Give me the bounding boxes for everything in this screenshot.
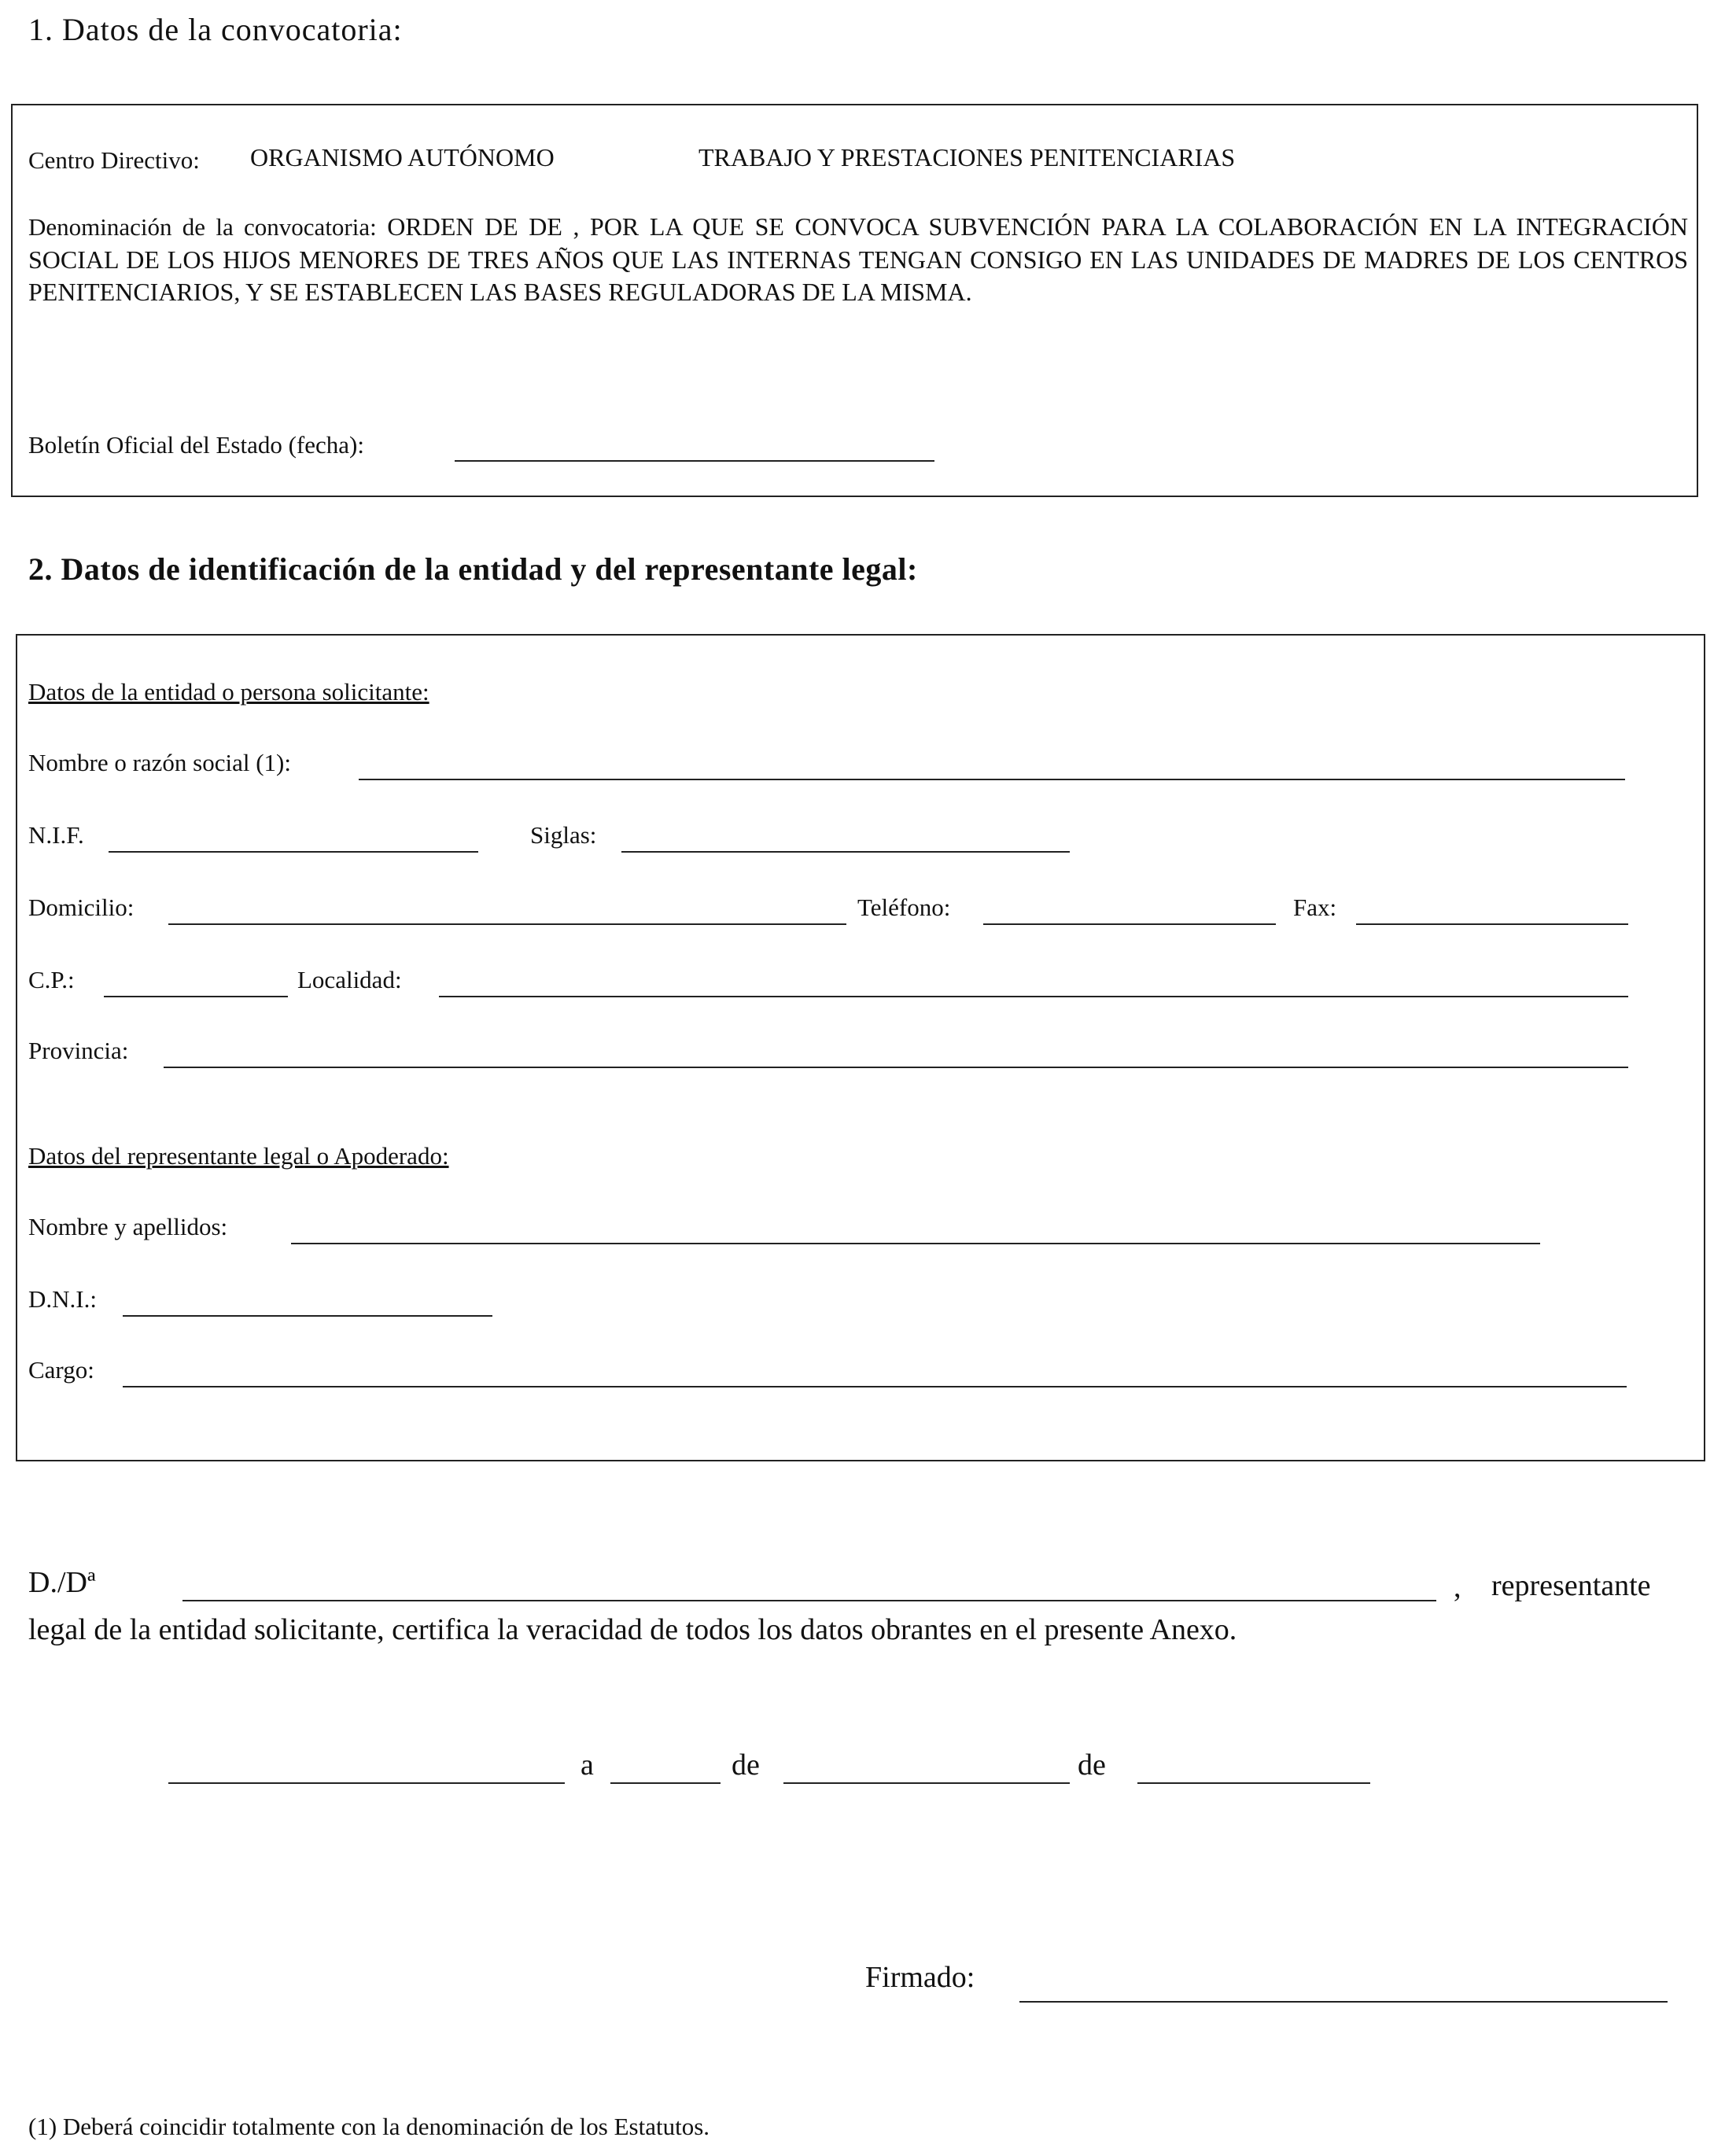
siglas-field[interactable] [621, 851, 1070, 853]
certification-name-field[interactable] [182, 1600, 1436, 1601]
entidad-heading: Datos de la entidad o persona solicitante: [28, 678, 429, 706]
fax-field[interactable] [1356, 923, 1628, 925]
denominacion-block [28, 211, 1688, 309]
denominacion-label: Denominación de la convocatoria: [28, 213, 377, 241]
date-month-field[interactable] [783, 1782, 1070, 1784]
date-day-field[interactable] [610, 1782, 721, 1784]
nif-field[interactable] [109, 851, 478, 853]
section1-title: 1. Datos de la convocatoria: [28, 12, 403, 47]
rep-cargo-label: Cargo: [28, 1356, 94, 1384]
localidad-label: Localidad: [297, 966, 402, 993]
signature-field[interactable] [1019, 2001, 1668, 2003]
representante-heading: Datos del representante legal o Apoderado: [28, 1142, 449, 1170]
siglas-label: Siglas: [530, 821, 597, 849]
centro-directivo-value-a: ORGANISMO AUTÓNOMO [250, 143, 555, 171]
telefono-label: Teléfono: [857, 894, 951, 921]
certification-line2: legal de la entidad solicitante, certifica la veracidad de todos los datos obrantes en el presente Anexo. [28, 1613, 1237, 1646]
certification-prefix: D./Dª [28, 1566, 96, 1599]
rep-nombre-field[interactable] [291, 1243, 1540, 1244]
footnote: (1) Deberá coincidir totalmente con la denominación de los Estatutos. [28, 2113, 710, 2140]
centro-directivo-value-b: TRABAJO Y PRESTACIONES PENITENCIARIAS [698, 143, 1236, 171]
fax-label: Fax: [1293, 894, 1337, 921]
boe-field[interactable] [455, 460, 934, 462]
date-de1: de [732, 1749, 760, 1782]
domicilio-label: Domicilio: [28, 894, 135, 921]
cp-field[interactable] [104, 996, 288, 997]
centro-directivo-label [28, 146, 200, 175]
provincia-label: Provincia: [28, 1037, 129, 1064]
telefono-field[interactable] [983, 923, 1276, 925]
nombre-label: Nombre o razón social (1): [28, 749, 291, 776]
boe-label: Boletín Oficial del Estado (fecha): [28, 431, 364, 459]
section2-title: 2. Datos de identificación de la entidad y del representante legal: [28, 551, 918, 587]
date-year-field[interactable] [1137, 1782, 1370, 1784]
date-de2: de [1078, 1749, 1106, 1782]
centro-label-text: Centro Directivo: [28, 146, 200, 174]
rep-nombre-label: Nombre y apellidos: [28, 1213, 228, 1240]
provincia-field[interactable] [164, 1067, 1628, 1068]
rep-cargo-field[interactable] [123, 1386, 1627, 1387]
date-place-field[interactable] [168, 1782, 565, 1784]
firmado-label: Firmado: [865, 1961, 975, 1994]
localidad-field[interactable] [439, 996, 1628, 997]
date-a: a [581, 1749, 594, 1782]
domicilio-field[interactable] [168, 923, 846, 925]
rep-dni-label: D.N.I.: [28, 1285, 97, 1313]
nombre-field[interactable] [359, 779, 1625, 780]
certification-suffix: representante [1491, 1569, 1651, 1602]
cp-label: C.P.: [28, 966, 75, 993]
certification-comma: , [1454, 1571, 1461, 1604]
denominacion-text: ORDEN DE DE , POR LA QUE SE CONVOCA SUBVENCIÓN PARA LA COLABORACIÓN EN LA INTEGRACIÓN SOCIAL DE LOS HIJOS MENORES DE TRES AÑOS QUE LAS INTERNAS TENGAN CONSIGO EN LAS UNIDADES DE MADRES DE LOS CENTROS PENITENCIARIOS, Y SE ESTABLECEN LAS BASES REGULADORAS DE LA MISMA. [28, 212, 1689, 307]
nif-label: N.I.F. [28, 821, 84, 849]
rep-dni-field[interactable] [123, 1315, 492, 1317]
